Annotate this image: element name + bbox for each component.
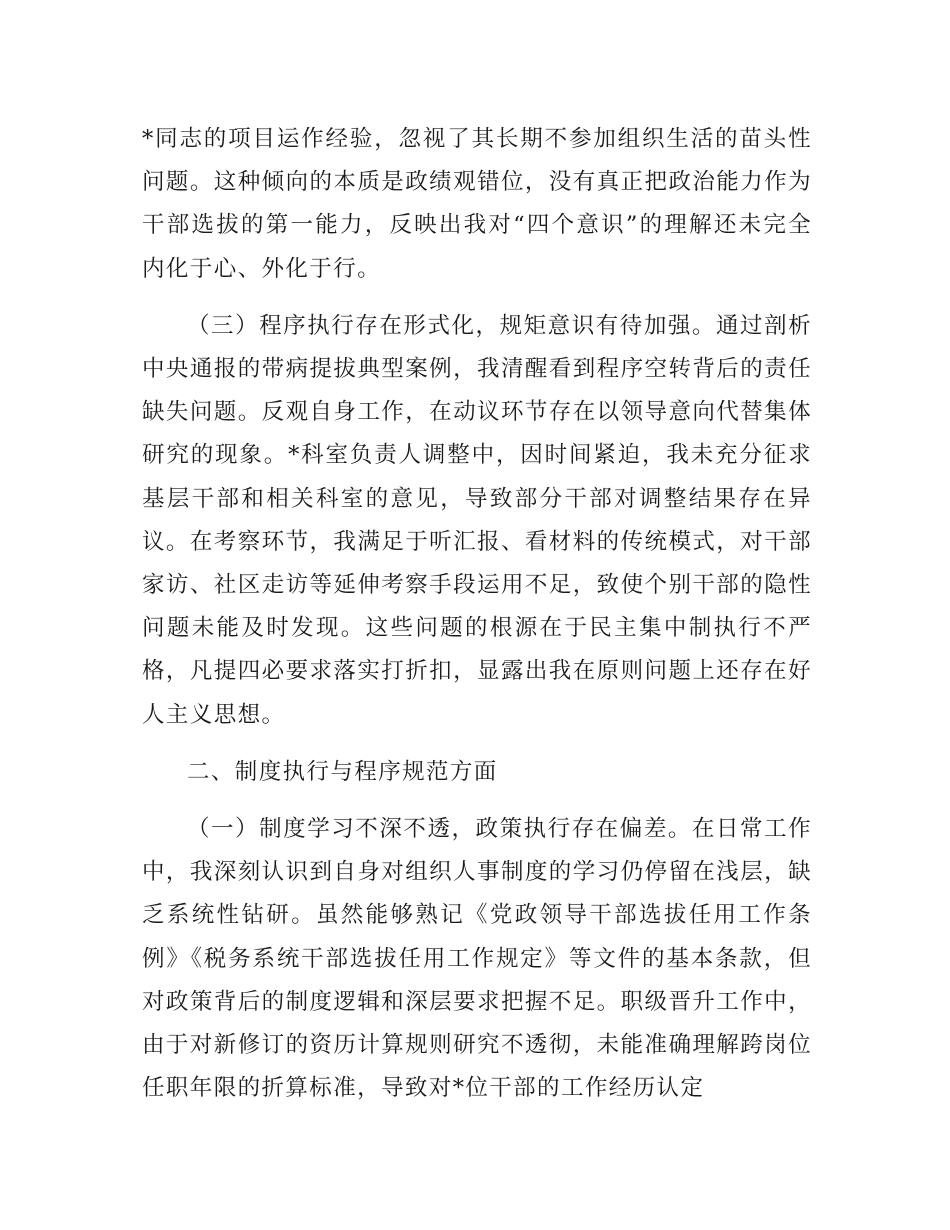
paragraph-subsection-one: （一）制度学习不深不透，政策执行存在偏差。在日常工作中，我深刻认识到自身对组织人事制度的学习仍停留在浅层，缺乏系统性钻研。虽然能够熟记《党政领导干部选拔任用工作条例》《税务系统干部选拔任用工作规定》等文件的基本条款，但对政策背后的制度逻辑和深层要求把握不足。职级晋升工作中，由于对新修订的资历计算规则研究不透彻，未能准确理解跨岗位任职年限的折算标准，导致对*位干部的工作经历认定 [142,816,812,1102]
document-body [142,118,812,1124]
paragraph-continuation: *同志的项目运作经验，忽视了其长期不参加组织生活的苗头性问题。这种倾向的本质是政绩观错位，没有真正把政治能力作为干部选拔的第一能力，反映出我对“四个意识”的理解还未完全内化于心、外化于行。 [142,126,812,282]
section-heading-two: 二、制度执行与程序规范方面 [187,758,498,785]
paragraph-section-three: （三）程序执行存在形式化，规矩意识有待加强。通过剖析中央通报的带病提拔典型案例，我清醒看到程序空转背后的责任缺失问题。反观自身工作，在动议环节存在以领导意向代替集体研究的现象。*科室负责人调整中，因时间紧迫，我未充分征求基层干部和相关科室的意见，导致部分干部对调整结果存在异议。在考察环节，我满足于听汇报、看材料的传统模式，对干部家访、社区走访等延伸考察手段运用不足，致使个别干部的隐性问题未能及时发现。这些问题的根源在于民主集中制执行不严格，凡提四必要求落实打折扣，显露出我在原则问题上还存在好人主义思想。 [142,312,812,728]
